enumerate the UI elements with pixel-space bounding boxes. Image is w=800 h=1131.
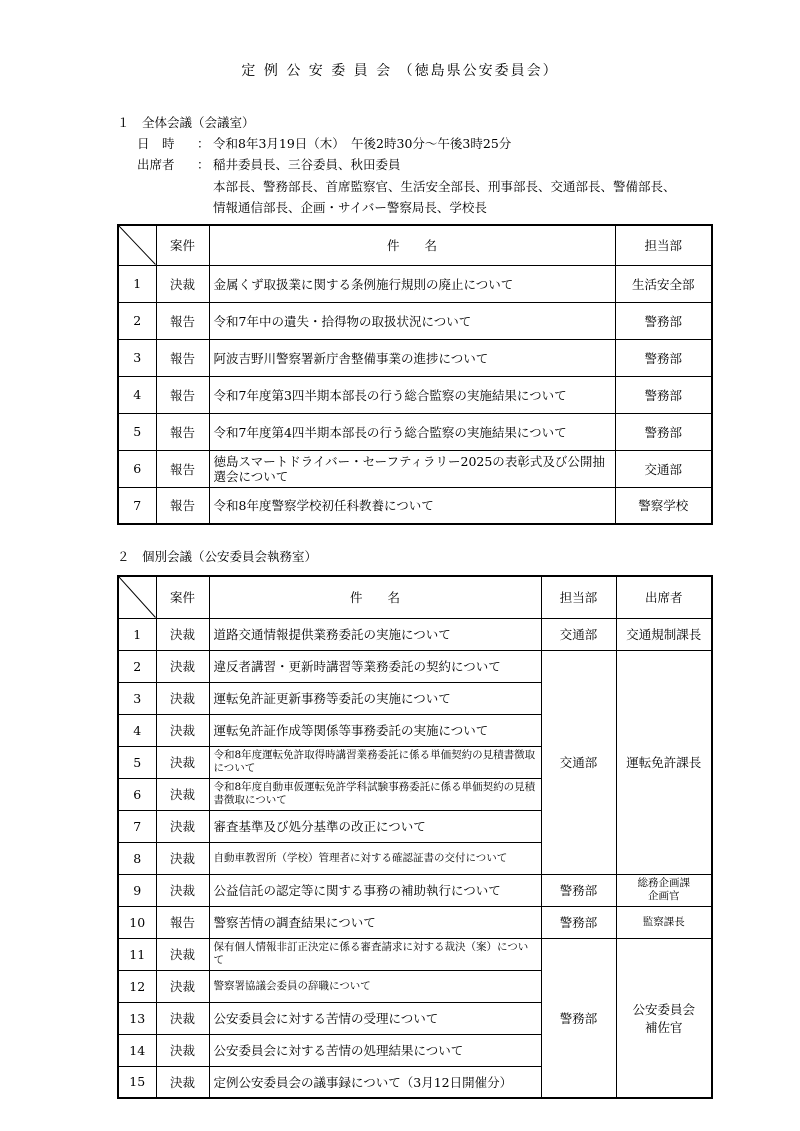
diagonal-corner-cell: [118, 576, 156, 618]
datetime-label: 日 時: [137, 136, 175, 151]
row-no: 8: [118, 842, 156, 874]
table-row: [118, 874, 712, 906]
row-attendee: [616, 874, 712, 906]
row-type: 決裁: [156, 265, 209, 302]
row-no: 4: [118, 714, 156, 746]
attendee-line: 補佐官: [644, 1019, 683, 1035]
row-subject: 阿波吉野川警察署新庁舎整備事業の進捗について: [209, 339, 615, 376]
header-subject: 件 名: [209, 225, 615, 265]
row-no: 1: [118, 265, 156, 302]
row-subject: 違反者講習・更新時講習等業務委託の契約について: [209, 650, 541, 682]
row-type: 報告: [156, 450, 209, 487]
table-row: [118, 376, 712, 413]
header-type: 案件: [156, 225, 209, 265]
row-subject: 警察苦情の調査結果について: [209, 906, 541, 938]
row-type: 決裁: [156, 682, 209, 714]
row-type: 決裁: [156, 970, 209, 1002]
header-dept: 担当部: [541, 576, 616, 618]
row-type: 決裁: [156, 842, 209, 874]
row-no: 14: [118, 1034, 156, 1066]
row-type: 決裁: [156, 938, 209, 970]
row-type: 決裁: [156, 650, 209, 682]
row-type: 報告: [156, 376, 209, 413]
table-row: [118, 487, 712, 524]
row-dept: 警務部: [615, 413, 712, 450]
header-type: 案件: [156, 576, 209, 618]
row-attendee: 監察課長: [616, 906, 712, 938]
row-subject: 運転免許証更新事務等委託の実施について: [209, 682, 541, 714]
row-no: 7: [118, 487, 156, 524]
row-type: 決裁: [156, 810, 209, 842]
row-dept: 警務部: [615, 376, 712, 413]
row-no: 2: [118, 302, 156, 339]
row-no: 13: [118, 1002, 156, 1034]
attendees-line: 稲井委員長、三谷委員、秋田委員: [213, 157, 401, 172]
row-no: 7: [118, 810, 156, 842]
row-attendee: 交通規制課長: [616, 618, 712, 650]
row-subject: 警察署協議会委員の辞職について: [209, 970, 541, 1002]
row-subject: 公安委員会に対する苦情の処理結果について: [209, 1034, 541, 1066]
row-type: 報告: [156, 413, 209, 450]
group-attendee: [616, 938, 712, 1098]
header-subject: 件 名: [209, 576, 541, 618]
group-attendee: 運転免許課長: [616, 650, 712, 874]
row-type: 報告: [156, 339, 209, 376]
page-title: 定 例 公 安 委 員 会 （徳島県公安委員会）: [241, 63, 559, 79]
row-subject: 公益信託の認定等に関する事務の補助執行について: [209, 874, 541, 906]
row-dept: 警務部: [541, 874, 616, 906]
table-row: [118, 450, 712, 487]
attendees-line: 情報通信部長、企画・サイバー警察局長、学校長: [213, 200, 487, 215]
attendees-line: 本部長、警務部長、首席監察官、生活安全部長、刑事部長、交通部長、警備部長、: [213, 179, 676, 194]
section1-heading: １ 全体会議（会議室）: [117, 115, 255, 130]
row-subject: 令和8年度自動車仮運転免許学科試験事務委託に係る単価契約の見積書徴取について: [209, 778, 541, 810]
row-type: 決裁: [156, 874, 209, 906]
header-dept: 担当部: [615, 225, 712, 265]
row-type: 決裁: [156, 778, 209, 810]
row-no: 6: [118, 450, 156, 487]
diagonal-line: [119, 577, 156, 618]
row-subject: 令和8年度運転免許取得時講習業務委託に係る単価契約の見積書徴取について: [209, 746, 541, 778]
row-dept: 警務部: [541, 906, 616, 938]
table-row: [118, 265, 712, 302]
group-dept: 警務部: [541, 938, 616, 1098]
row-type: 決裁: [156, 618, 209, 650]
table-row: [118, 339, 712, 376]
row-type: 決裁: [156, 1034, 209, 1066]
table-row: [118, 650, 712, 682]
attendees-label: 出席者: [137, 157, 175, 172]
attendee-line: 公安委員会: [632, 1001, 695, 1017]
attendees-colon: ：: [197, 157, 210, 172]
datetime-colon: ：: [197, 136, 210, 151]
section2-heading: ２ 個別会議（公安委員会執務室）: [117, 549, 318, 564]
attendee-line: 総務企画課: [637, 877, 690, 889]
row-no: 2: [118, 650, 156, 682]
row-dept: 警察学校: [615, 487, 712, 524]
diagonal-line: [119, 226, 156, 265]
row-subject: 令和7年中の遺失・拾得物の取扱状況について: [209, 302, 615, 339]
row-no: 5: [118, 413, 156, 450]
row-type: 報告: [156, 302, 209, 339]
row-subject: 定例公安委員会の議事録について（3月12日開催分）: [209, 1066, 541, 1098]
diagonal-corner-cell: [118, 225, 156, 265]
row-no: 4: [118, 376, 156, 413]
row-subject: 自動車教習所（学校）管理者に対する確認証書の交付について: [209, 842, 541, 874]
row-type: 報告: [156, 906, 209, 938]
row-dept: 生活安全部: [615, 265, 712, 302]
row-no: 10: [118, 906, 156, 938]
table-row: [118, 413, 712, 450]
table-row: [118, 906, 712, 938]
row-no: 15: [118, 1066, 156, 1098]
individual-agenda-table: [117, 575, 713, 1099]
row-no: 3: [118, 339, 156, 376]
row-dept: 警務部: [615, 302, 712, 339]
row-no: 3: [118, 682, 156, 714]
row-subject: 道路交通情報提供業務委託の実施について: [209, 618, 541, 650]
row-no: 12: [118, 970, 156, 1002]
header-attendee: 出席者: [616, 576, 712, 618]
row-type: 決裁: [156, 1066, 209, 1098]
row-type: 決裁: [156, 714, 209, 746]
row-subject: 運転免許証作成等関係等事務委託の実施について: [209, 714, 541, 746]
row-subject: 公安委員会に対する苦情の受理について: [209, 1002, 541, 1034]
row-type: 決裁: [156, 746, 209, 778]
row-dept: 交通部: [615, 450, 712, 487]
row-no: 9: [118, 874, 156, 906]
table-row: [118, 618, 712, 650]
row-no: 1: [118, 618, 156, 650]
row-subject: 徳島スマートドライバー・セーフティラリー2025の表彰式及び公開抽選会について: [209, 450, 615, 487]
row-subject: 令和8年度警察学校初任科教養について: [209, 487, 615, 524]
attendee-line: 企画官: [648, 890, 680, 902]
row-type: 決裁: [156, 1002, 209, 1034]
row-no: 6: [118, 778, 156, 810]
datetime-value: 令和8年3月19日（木） 午後2時30分～午後3時25分: [213, 136, 512, 151]
table-header-row: [118, 225, 712, 265]
row-subject: 金属くず取扱業に関する条例施行規則の廃止について: [209, 265, 615, 302]
table-row: [118, 938, 712, 970]
plenary-agenda-table: [117, 224, 713, 525]
row-subject: 審査基準及び処分基準の改正について: [209, 810, 541, 842]
row-no: 11: [118, 938, 156, 970]
row-no: 5: [118, 746, 156, 778]
row-dept: 警務部: [615, 339, 712, 376]
table-header-row: [118, 576, 712, 618]
row-type: 報告: [156, 487, 209, 524]
group-dept: 交通部: [541, 650, 616, 874]
table-row: [118, 302, 712, 339]
row-subject: 令和7年度第3四半期本部長の行う総合監察の実施結果について: [209, 376, 615, 413]
row-subject: 保有個人情報非訂正決定に係る審査請求に対する裁決（案）について: [209, 938, 541, 970]
row-dept: 交通部: [541, 618, 616, 650]
row-subject: 令和7年度第4四半期本部長の行う総合監察の実施結果について: [209, 413, 615, 450]
